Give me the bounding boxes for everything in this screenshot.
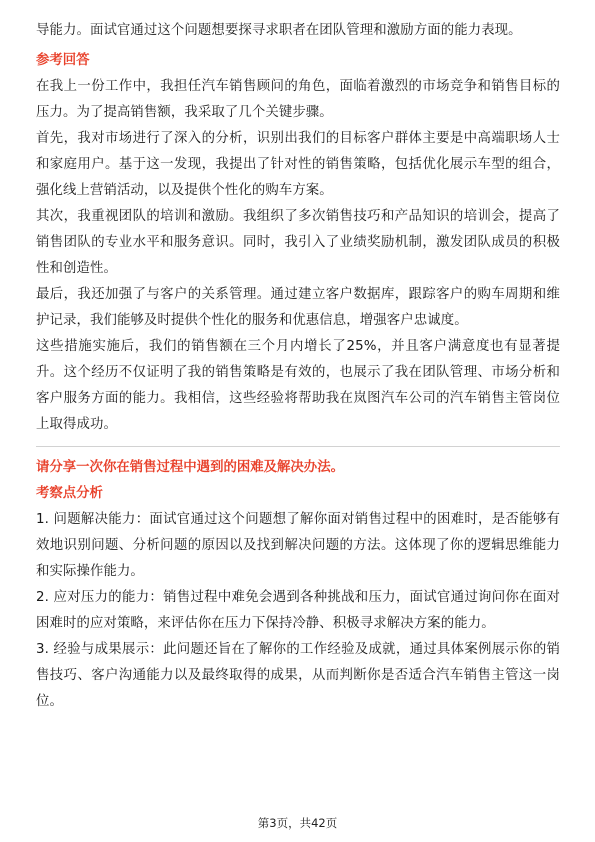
analysis-point-1: 1. 问题解决能力：面试官通过这个问题想了解你面对销售过程中的困难时，是否能够有效地识别问题、分析问题的原因以及找到解决问题的方法。这体现了你的逻辑思维能力和实际操作能力。 (36, 512, 560, 579)
intro-tail-text: 导能力。面试官通过这个问题想要探寻求职者在团队管理和激励方面的能力表现。 (36, 23, 522, 38)
answer-paragraph-4: 最后，我还加强了与客户的关系管理。通过建立客户数据库，跟踪客户的购车周期和维护记录，我们能够及时提供个性化的服务和优惠信息，增强客户忠诚度。 (36, 287, 560, 328)
page-number: 第3页，共42页 (257, 816, 338, 830)
question-heading: 请分享一次你在销售过程中遇到的困难及解决办法。 (36, 460, 344, 475)
answer-paragraph-1: 在我上一份工作中，我担任汽车销售顾问的角色，面临着激烈的市场竞争和销售目标的压力。为了提高销售额，我采取了几个关键步骤。 (36, 79, 560, 120)
answer-paragraph-2: 首先，我对市场进行了深入的分析，识别出我们的目标客户群体主要是中高端职场人士和家庭用户。基于这一发现，我提出了针对性的销售策略，包括优化展示车型的组合，强化线上营销活动，以及提供个性化的购车方案。 (36, 131, 560, 198)
analysis-label: 考察点分析 (36, 486, 103, 501)
analysis-point-3: 3. 经验与成果展示：此问题还旨在了解你的工作经验及成就，通过具体案例展示你的销售技巧、客户沟通能力以及最终取得的成果，从而判断你是否适合汽车销售主管这一岗位。 (36, 642, 560, 709)
answer-label: 参考回答 (36, 53, 90, 68)
answer-paragraph-5: 这些措施实施后，我们的销售额在三个月内增长了25%，并且客户满意度也有显著提升。这个经历不仅证明了我的销售策略是有效的，也展示了我在团队管理、市场分析和客户服务方面的能力。我相信，这些经验将帮助我在岚图汽车公司的汽车销售主管岗位上取得成功。 (36, 339, 560, 432)
document-page (36, 18, 560, 715)
answer-paragraph-3: 其次，我重视团队的培训和激励。我组织了多次销售技巧和产品知识的培训会，提高了销售团队的专业水平和服务意识。同时，我引入了业绩奖励机制，激发团队成员的积极性和创造性。 (36, 209, 560, 276)
analysis-point-2: 2. 应对压力的能力：销售过程中难免会遇到各种挑战和压力，面试官通过询问你在面对困难时的应对策略，来评估你在压力下保持冷静、积极寻求解决方案的能力。 (36, 590, 560, 631)
section-divider (36, 446, 560, 447)
